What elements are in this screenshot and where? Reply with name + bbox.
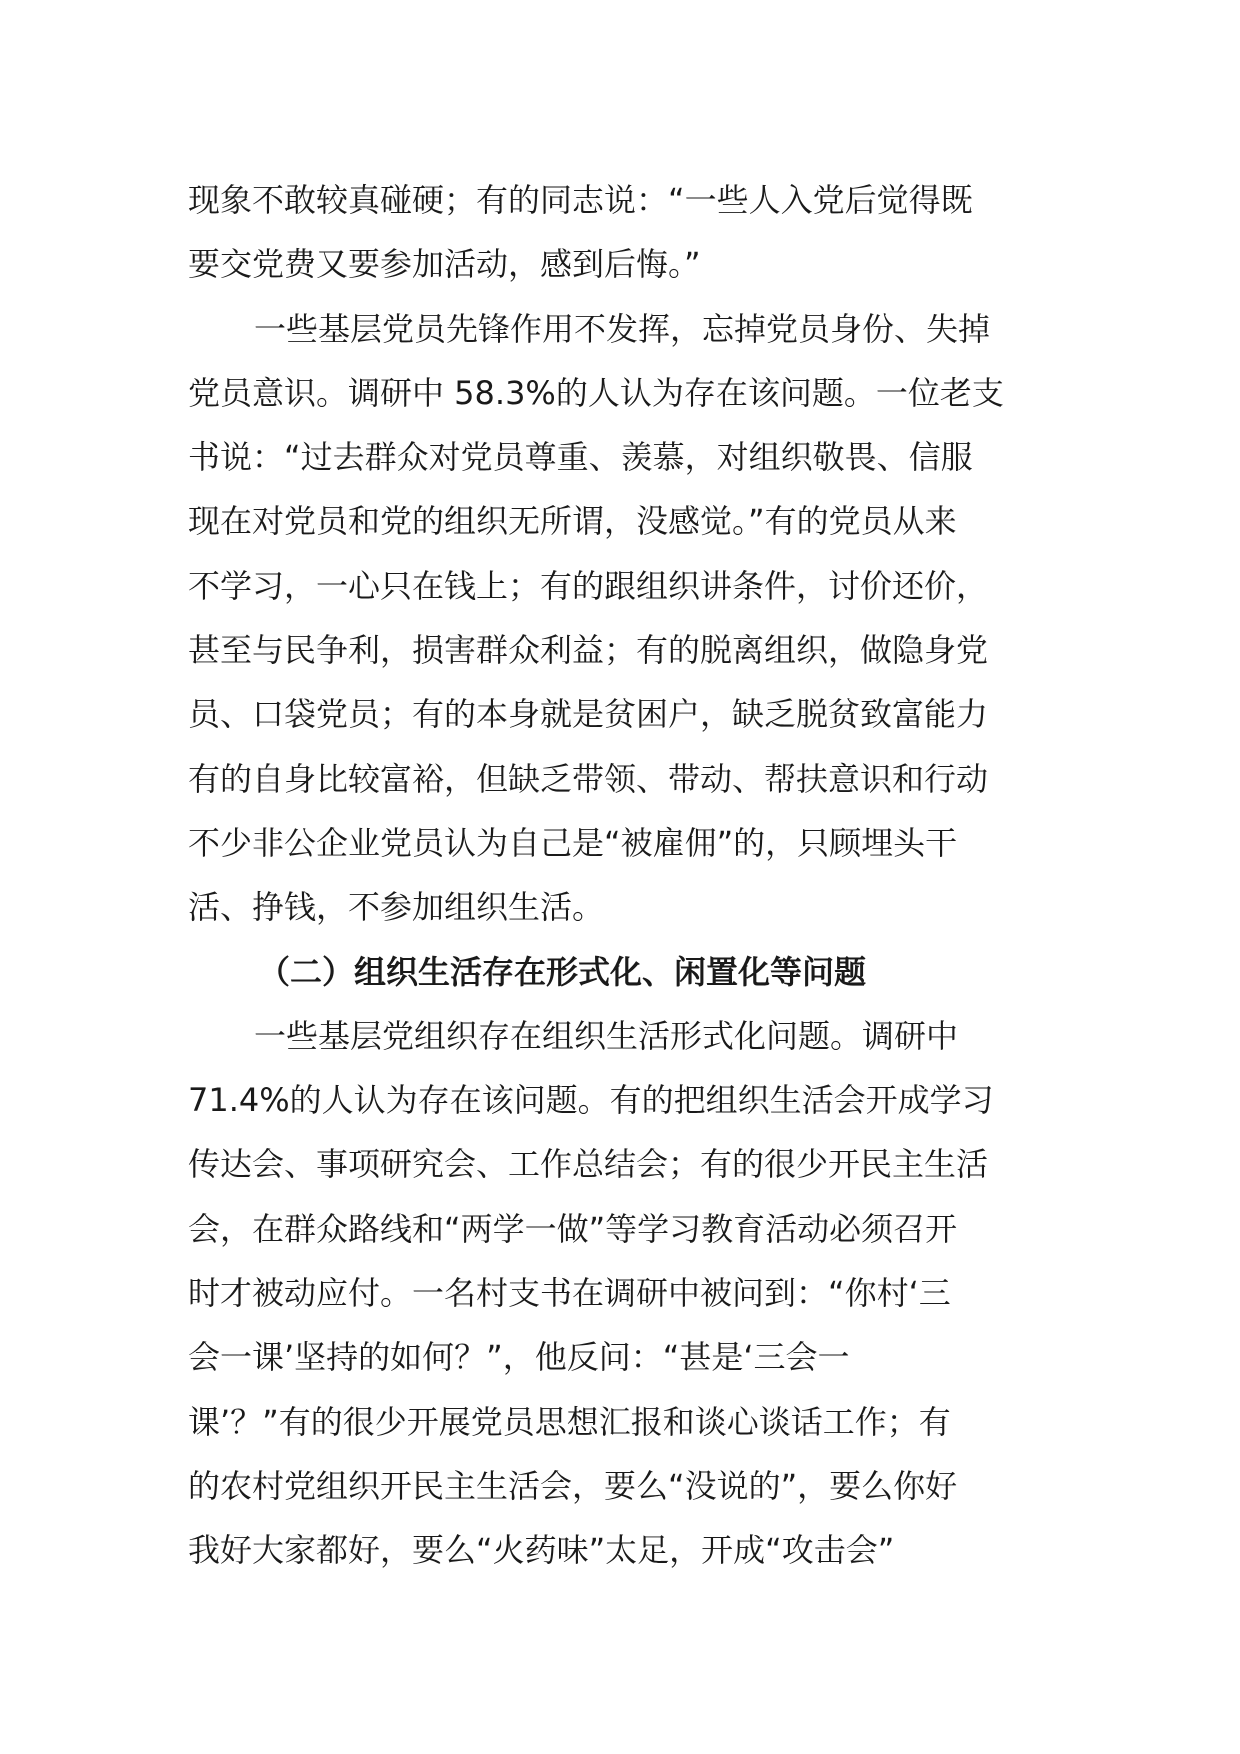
text-line: 现在对党员和党的组织无所谓，没感觉。”有的党员从来 (188, 502, 957, 541)
text-line: 要交党费又要参加活动，感到后悔。” (188, 245, 701, 284)
paragraph-start-line: 一些基层党员先锋作用不发挥，忘掉党员身份、失掉 (254, 309, 991, 348)
text-line: 党员意识。调研中 58.3%的人认为存在该问题。一位老支 (188, 373, 1004, 412)
text-line: 课’？”有的很少开展党员思想汇报和谈心谈话工作；有 (188, 1402, 951, 1441)
section-heading: （二）组织生活存在形式化、闲置化等问题 (258, 952, 867, 991)
text-line: 有的自身比较富裕，但缺乏带领、带动、帮扶意识和行动 (188, 759, 989, 798)
text-line: 时才被动应付。一名村支书在调研中被问到：“你村‘三 (188, 1274, 951, 1313)
text-line: 71.4%的人认为存在该问题。有的把组织生活会开成学习 (188, 1081, 994, 1120)
text-line: 书说：“过去群众对党员尊重、羡慕，对组织敬畏、信服 (188, 438, 973, 477)
text-line: 员、口袋党员；有的本身就是贫困户，缺乏脱贫致富能力 (188, 695, 989, 734)
document-body (188, 168, 1058, 1583)
text-line: 传达会、事项研究会、工作总结会；有的很少开民主生活 (188, 1145, 989, 1184)
paragraph-start-line: 一些基层党组织存在组织生活形式化问题。调研中 (254, 1016, 959, 1055)
text-line: 我好大家都好，要么“火药味”太足，开成“攻击会” (188, 1531, 895, 1570)
text-line: 的农村党组织开民主生活会，要么“没说的”，要么你好 (188, 1466, 958, 1505)
text-line: 不学习，一心只在钱上；有的跟组织讲条件，讨价还价， (188, 566, 989, 605)
text-line: 甚至与民争利，损害群众利益；有的脱离组织，做隐身党 (188, 631, 989, 670)
text-line: 会，在群众路线和“两学一做”等学习教育活动必须召开 (188, 1209, 958, 1248)
text-line: 活、挣钱，不参加组织生活。 (188, 888, 605, 927)
text-line: 不少非公企业党员认为自己是“被雇佣”的，只顾埋头干 (188, 823, 958, 862)
text-line: 现象不敢较真碰硬；有的同志说：“一些人入党后觉得既 (188, 181, 973, 219)
text-line: 会一课’坚持的如何？”，他反问：“甚是‘三会一 (188, 1338, 850, 1377)
